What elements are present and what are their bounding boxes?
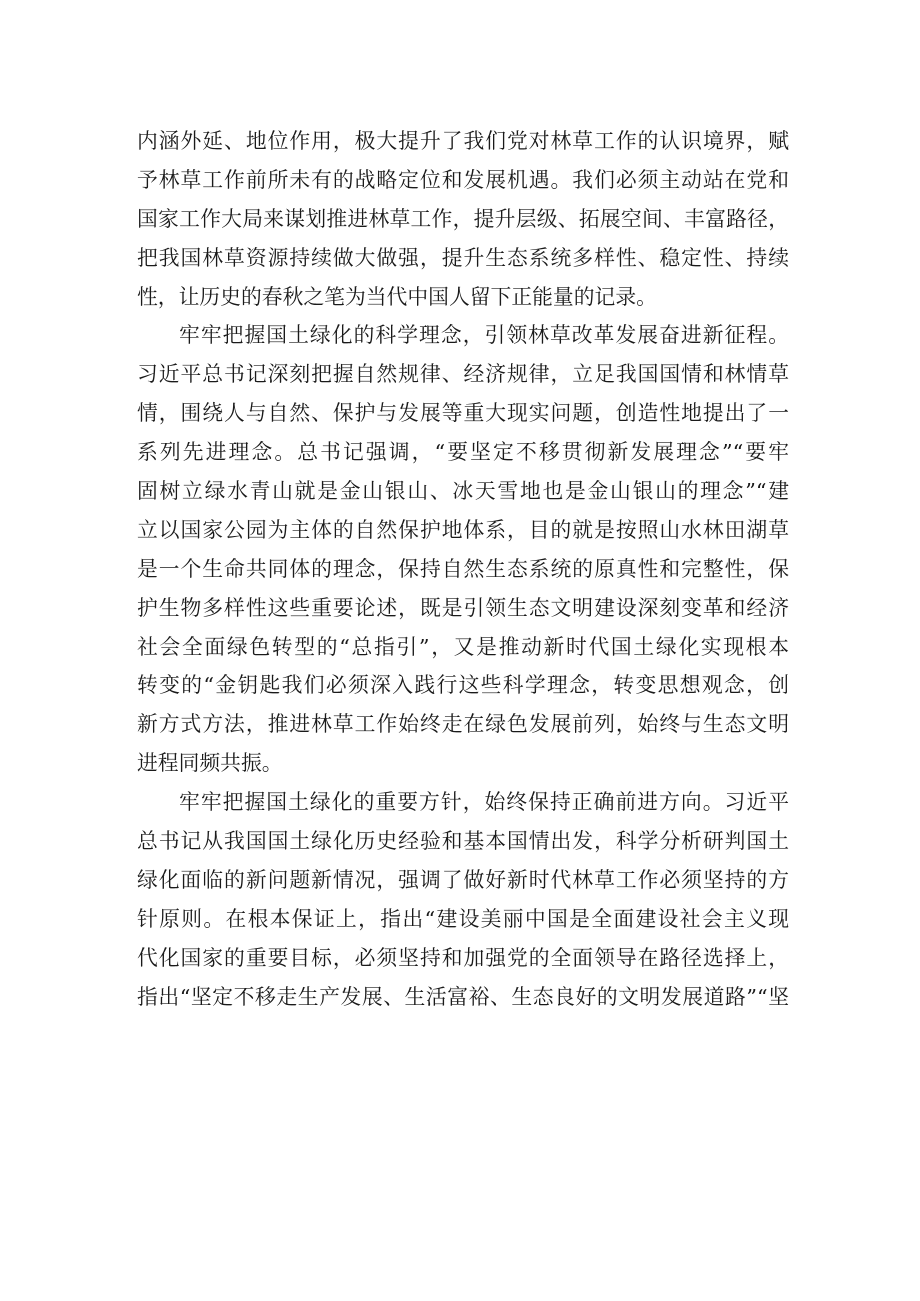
text-line: 绿化面临的新问题新情况，强调了做好新时代林草工作必须坚持的方 [137, 867, 789, 892]
text-line: 内涵外延、地位作用，极大提升了我们党对林草工作的认识境界，赋 [137, 129, 789, 153]
document-body [137, 122, 789, 1016]
text-line: 国家工作大局来谋划推进林草工作，提升层级、拓展空间、丰富路径， [137, 206, 789, 231]
text-line: 立以国家公园为主体的自然保护地体系，目的就是按照山水林田湖草 [137, 517, 789, 542]
paragraph-3 [137, 783, 789, 1016]
paragraph-2 [137, 316, 789, 783]
text-line: 固树立绿水青山就是金山银山、冰天雪地也是金山银山的理念”“建 [137, 479, 789, 504]
text-line: 总书记从我国国土绿化历史经验和基本国情出发，科学分析研判国土 [137, 829, 789, 854]
text-line: 系列先进理念。总书记强调，“要坚定不移贯彻新发展理念”“要牢 [137, 440, 789, 465]
text-line: 情，围绕人与自然、保护与发展等重大现实问题，创造性地提出了一 [137, 401, 789, 426]
text-line: 社会全面绿色转型的“总指引”，又是推动新时代国土绿化实现根本 [137, 634, 789, 659]
text-line: 针原则。在根本保证上，指出“建设美丽中国是全面建设社会主义现 [137, 906, 789, 931]
text-line: 指出“坚定不移走生产发展、生活富裕、生态良好的文明发展道路”“坚 [137, 984, 789, 1009]
text-line: 牢牢把握国土绿化的重要方针，始终保持正确前进方向。习近平 [179, 790, 789, 815]
text-line: 新方式方法，推进林草工作始终走在绿色发展前列，始终与生态文明 [137, 712, 789, 737]
text-line: 予林草工作前所未有的战略定位和发展机遇。我们必须主动站在党和 [137, 167, 789, 192]
text-line: 牢牢把握国土绿化的科学理念，引领林草改革发展奋进新征程。 [179, 323, 789, 348]
text-line: 代化国家的重要目标，必须坚持和加强党的全面领导在路径选择上， [137, 945, 789, 970]
text-line: 把我国林草资源持续做大做强，提升生态系统多样性、稳定性、持续 [137, 245, 789, 270]
text-line: 性，让历史的春秋之笔为当代中国人留下正能量的记录。 [137, 284, 657, 309]
paragraph-1 [137, 122, 789, 316]
text-line: 习近平总书记深刻把握自然规律、经济规律，立足我国国情和林情草 [137, 362, 789, 387]
text-line: 是一个生命共同体的理念，保持自然生态系统的原真性和完整性，保 [137, 556, 789, 581]
text-line: 转变的“金钥匙我们必须深入践行这些科学理念，转变思想观念，创 [137, 673, 789, 698]
text-line: 进程同频共振。 [137, 751, 283, 776]
text-line: 护生物多样性这些重要论述，既是引领生态文明建设深刻变革和经济 [137, 595, 789, 620]
